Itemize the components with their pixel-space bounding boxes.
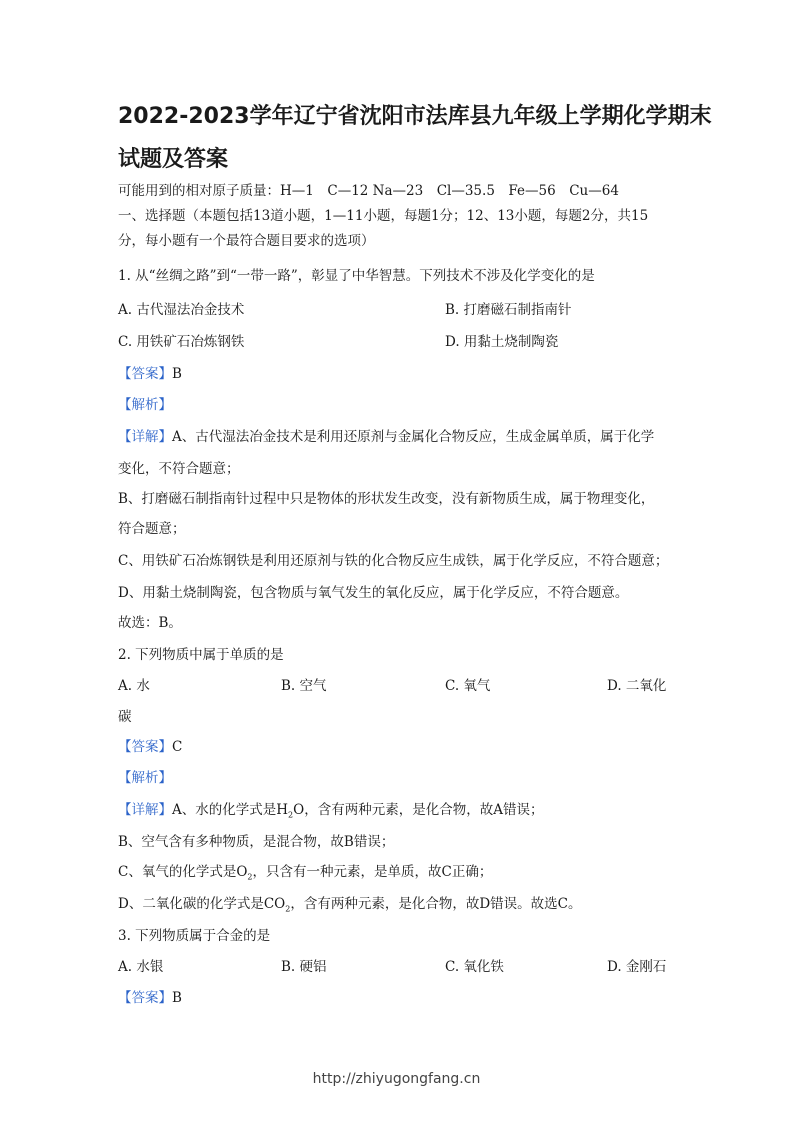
q2-option-b: B. 空气 [281,678,327,694]
subscript: 2 [288,810,294,820]
section-heading-cont: 分，每小题有一个最符合题目要求的选项） [118,233,375,249]
q3-option-b: B. 硬铝 [281,959,327,975]
q1-detail-4: 符合题意； [118,521,186,537]
analysis-tag: 【解析】 [118,770,172,786]
answer-tag: 【答案】 [118,990,172,1006]
q3-stem: 3. 下列物质属于合金的是 [118,928,271,944]
footer-url[interactable]: http://zhiyugongfang.cn [312,1071,481,1087]
q1-option-d: D. 用黏土烧制陶瓷 [445,334,559,350]
detail-text: A、水的化学式是H [172,802,289,818]
q1-answer [118,366,182,382]
section-heading: 一、选择题（本题包括13道小题，1—11小题，每题1分；12、13小题，每题2分，共15 [118,208,649,224]
q3-option-a: A. 水银 [118,959,164,975]
q1-conclusion: 故选：B。 [118,615,182,631]
answer-value: B [172,990,182,1006]
q1-option-b: B. 打磨磁石制指南针 [445,302,572,318]
q1-stem: 1. 从“丝绸之路”到“一带一路”，彰显了中华智慧。下列技术不涉及化学变化的是 [118,268,595,284]
analysis-tag: 【解析】 [118,397,172,413]
q1-analysis [118,397,172,413]
q1-option-a: A. 古代湿法冶金技术 [118,302,245,318]
q1-option-c: C. 用铁矿石冶炼钢铁 [118,334,245,350]
answer-value: B [172,366,182,382]
q1-detail-1 [118,429,654,445]
q3-option-c: C. 氧化铁 [445,959,504,975]
q2-option-d: D. 二氧化 [607,678,667,694]
answer-tag: 【答案】 [118,366,172,382]
detail-text: C、氧气的化学式是O [118,864,248,880]
q2-analysis [118,770,172,786]
q1-detail-6: D、用黏土烧制陶瓷，包含物质与氧气发生的氧化反应，属于化学反应，不符合题意。 [118,585,629,601]
detail-text: O，含有两种元素，是化合物，故A错误； [293,802,544,818]
doc-title-line2: 试题及答案 [118,147,229,172]
q3-option-d: D. 金刚石 [607,959,667,975]
detail-text: A、古代湿法冶金技术是利用还原剂与金属化合物反应，生成金属单质，属于化学 [172,429,655,445]
q2-answer [118,739,182,755]
atomic-masses: 可能用到的相对原子质量：H—1 C—12 Na—23 Cl—35.5 Fe—56 Cu—64 [118,183,619,199]
q1-detail-3: B、打磨磁石制指南针过程中只是物体的形状发生改变，没有新物质生成，属于物理变化， [118,491,655,507]
q2-option-a: A. 水 [118,678,150,694]
q2-detail-4 [118,896,678,914]
q2-detail-3 [118,864,678,882]
detail-text: ，含有两种元素，是化合物，故D错误。故选C。 [290,896,582,912]
q2-option-c: C. 氧气 [445,678,491,694]
subscript: 2 [285,904,291,914]
q2-option-d-cont: 碳 [118,709,132,725]
detail-tag: 【详解】 [118,429,172,445]
q2-detail-2: B、空气含有多种物质，是混合物，故B错误； [118,834,395,850]
doc-title-line1: 2022-2023学年辽宁省沈阳市法库县九年级上学期化学期末 [118,104,712,129]
q1-detail-2: 变化，不符合题意； [118,461,240,477]
q2-detail-1 [118,802,543,820]
q1-detail-5: C、用铁矿石冶炼钢铁是利用还原剂与铁的化合物反应生成铁，属于化学反应，不符合题意； [118,553,669,569]
q2-stem: 2. 下列物质中属于单质的是 [118,647,284,663]
detail-text: D、二氧化碳的化学式是CO [118,896,286,912]
answer-tag: 【答案】 [118,739,172,755]
detail-tag: 【详解】 [118,802,172,818]
subscript: 2 [247,872,253,882]
detail-text: ，只含有一种元素，是单质，故C正确； [252,864,493,880]
q3-answer [118,990,182,1006]
answer-value: C [172,739,183,755]
